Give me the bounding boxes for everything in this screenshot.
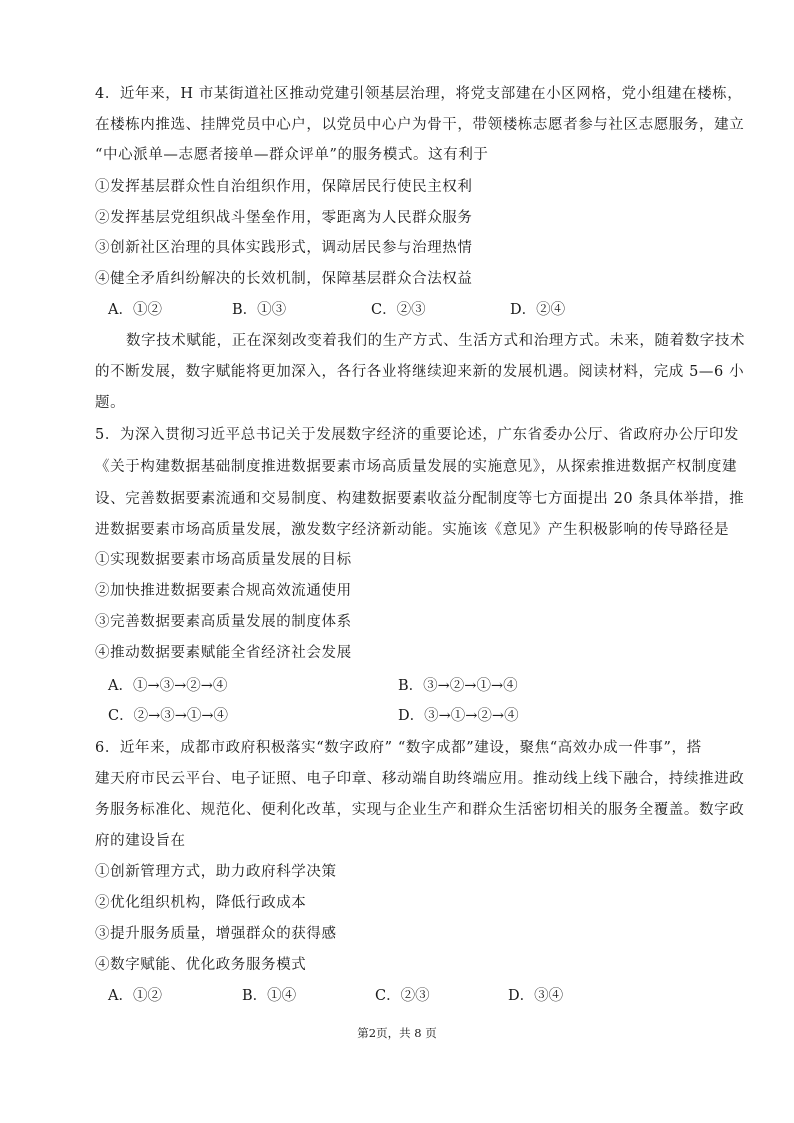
q5-item-1: ①实现数据要素市场高质量发展的目标 <box>95 552 352 568</box>
q6-item-3: ③提升服务质量，增强群众的获得感 <box>95 926 337 942</box>
q4-item-1: ①发挥基层群众性自治组织作用，保障居民行使民主权利 <box>95 179 473 195</box>
q5-option-d[interactable]: D．③→①→②→④ <box>398 708 519 724</box>
q5-option-a[interactable]: A．①→③→②→④ <box>108 678 228 694</box>
q4-item-3: ③创新社区治理的具体实践形式，调动居民参与治理热情 <box>95 240 473 256</box>
intro-line: 的不断发展，数字赋能将更加深入，各行各业将继续迎来新的发展机遇。阅读材料，完成 5—6 小 <box>95 364 745 380</box>
q6-stem-line: 务服务标准化、规范化、便利化改革，实现与企业生产和群众生活密切相关的服务全覆盖。数字政 <box>95 802 745 818</box>
q4-stem-line: 4．近年来，H 市某街道社区推动党建引领基层治理，将党支部建在小区网格，党小组建在楼栋， <box>95 86 743 102</box>
q5-item-4: ④推动数据要素赋能全省经济社会发展 <box>95 645 352 661</box>
q6-item-1: ①创新管理方式，助力政府科学决策 <box>95 864 337 880</box>
q4-option-a[interactable]: A．①② <box>108 302 162 318</box>
q6-item-2: ②优化组织机构，降低行政成本 <box>95 895 307 911</box>
q4-item-2: ②发挥基层党组织战斗堡垒作用，零距离为人民群众服务 <box>95 210 473 226</box>
q6-stem-line: 建天府市民云平台、电子证照、电子印章、移动端自助终端应用。推动线上线下融合，持续推进政 <box>95 771 745 787</box>
q6-option-d[interactable]: D．③④ <box>508 988 564 1004</box>
q5-stem-line: 5．为深入贯彻习近平总书记关于发展数字经济的重要论述，广东省委办公厅、省政府办公厅印发 <box>95 427 740 443</box>
page-number-footer: 第2页，共 8 页 <box>357 1026 437 1040</box>
q4-item-4: ④健全矛盾纠纷解决的长效机制，保障基层群众合法权益 <box>95 271 473 287</box>
q5-stem-line: 进数据要素市场高质量发展，激发数字经济新动能。实施该《意见》产生积极影响的传导路径是 <box>95 522 730 538</box>
q4-stem-line: “中心派单—志愿者接单—群众评单”的服务模式。这有利于 <box>95 147 489 163</box>
intro-line: 数字技术赋能，正在深刻改变着我们的生产方式、生活方式和治理方式。未来，随着数字技术 <box>126 333 746 349</box>
q5-option-b[interactable]: B．③→②→①→④ <box>398 678 518 694</box>
q4-option-c[interactable]: C．②③ <box>371 302 426 318</box>
q4-stem-line: 在楼栋内推选、挂牌党员中心户，以党员中心户为骨干，带领楼栋志愿者参与社区志愿服务，建立 <box>95 117 745 133</box>
q6-stem-line: 6．近年来，成都市政府积极落实“数字政府” “数字成都”建设，聚焦“高效办成一件事”，搭 <box>95 740 702 756</box>
q6-item-4: ④数字赋能、优化政务服务模式 <box>95 957 307 973</box>
q4-option-d[interactable]: D．②④ <box>510 302 566 318</box>
q4-option-b[interactable]: B．①③ <box>232 302 287 318</box>
q5-stem-line: 《关于构建数据基础制度推进数据要素市场高质量发展的实施意见》，从探索推进数据产权制度建 <box>95 459 738 475</box>
q5-stem-line: 设、完善数据要素流通和交易制度、构建数据要素收益分配制度等七方面提出 20 条具体举措，推 <box>95 491 745 507</box>
q6-stem-line: 府的建设旨在 <box>95 833 186 849</box>
q6-option-b[interactable]: B．①④ <box>242 988 297 1004</box>
q6-option-a[interactable]: A．①② <box>108 988 162 1004</box>
q5-option-c[interactable]: C．②→③→①→④ <box>108 708 229 724</box>
q6-option-c[interactable]: C．②③ <box>375 988 430 1004</box>
q5-item-3: ③完善数据要素高质量发展的制度体系 <box>95 614 352 630</box>
intro-line: 题。 <box>95 395 126 411</box>
q5-item-2: ②加快推进数据要素合规高效流通使用 <box>95 583 352 599</box>
